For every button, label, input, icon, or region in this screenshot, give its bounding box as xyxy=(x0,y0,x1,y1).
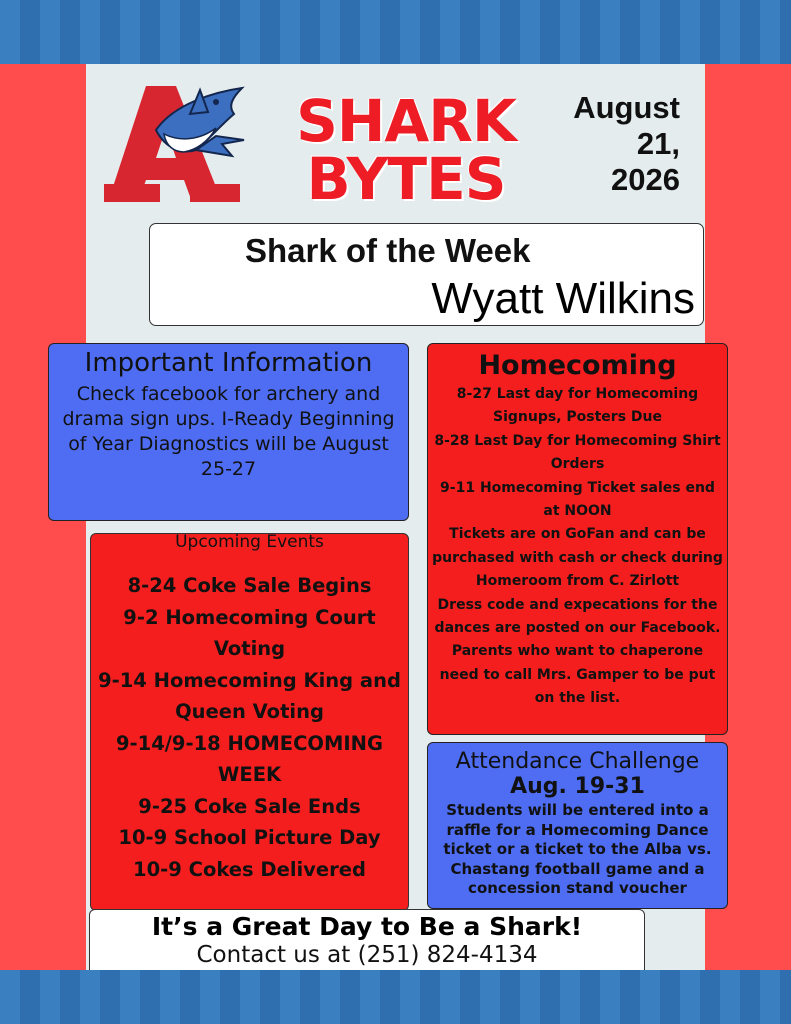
date-day: 21, xyxy=(636,126,680,161)
list-item: 8-27 Last day for Homecoming Signups, Posters Due xyxy=(456,386,699,426)
list-item: 9-25 Coke Sale Ends xyxy=(138,794,361,818)
upcoming-events-list xyxy=(91,570,408,885)
homecoming-box xyxy=(427,343,728,735)
attendance-challenge-box xyxy=(427,742,728,909)
list-item: Parents who want to chaperone need to call Mrs. Gamper to be put on the list. xyxy=(439,643,716,707)
homecoming-list xyxy=(428,383,727,711)
date-month: August xyxy=(573,90,680,125)
top-stripe-band xyxy=(0,0,791,64)
issue-date xyxy=(548,90,680,198)
bottom-stripe-band xyxy=(0,970,791,1024)
important-information-body: Check facebook for archery and drama sign ups. I-Ready Beginning of Year Diagnostics will be August 25-27 xyxy=(62,383,395,480)
attendance-challenge-dates: Aug. 19-31 xyxy=(510,774,645,799)
upcoming-events-box xyxy=(90,533,409,911)
footer-slogan: It’s a Great Day to Be a Shark! xyxy=(151,912,583,941)
footer-contact-phone: Contact us at (251) 824-4134 xyxy=(196,942,538,968)
list-item: 10-9 Cokes Delivered xyxy=(133,857,366,881)
homecoming-heading: Homecoming xyxy=(478,350,677,381)
important-information-heading: Important Information xyxy=(84,348,373,378)
list-item: Tickets are on GoFan and can be purchased with cash or check during Homeroom from C. Zirlott xyxy=(432,526,723,590)
list-item: 8-28 Last Day for Homecoming Shirt Orders xyxy=(434,432,721,473)
attendance-challenge-body: Students will be entered into a raffle for a Homecoming Dance ticket or a ticket to the Alba vs. Chastang football game and a concession stand voucher xyxy=(443,801,712,897)
list-item: Dress code and expecations for the dances are posted on our Facebook. xyxy=(434,596,721,637)
list-item: 9-14/9-18 HOMECOMING WEEK xyxy=(115,731,383,786)
shark-of-the-week-name: Wyatt Wilkins xyxy=(431,274,695,323)
important-information-box xyxy=(48,343,409,521)
shark-of-the-week-heading: Shark of the Week xyxy=(245,232,531,269)
date-year: 2026 xyxy=(611,162,680,197)
list-item: 10-9 School Picture Day xyxy=(118,826,381,849)
newsletter-title-shark: SHARK xyxy=(296,87,516,155)
shark-of-the-week-box xyxy=(149,223,704,326)
list-item: 9-11 Homecoming Ticket sales end at NOON xyxy=(440,479,715,520)
newsletter-title-bytes: BYTES xyxy=(306,145,506,213)
attendance-challenge-heading: Attendance Challenge xyxy=(455,749,700,774)
upcoming-events-heading: Upcoming Events xyxy=(175,532,324,552)
footer-box xyxy=(89,909,645,975)
list-item: 9-2 Homecoming Court Voting xyxy=(123,605,376,660)
list-item: 8-24 Coke Sale Begins xyxy=(127,574,372,597)
list-item: 9-14 Homecoming King and Queen Voting xyxy=(98,668,401,723)
shark-letter-a-logo-icon xyxy=(104,84,254,206)
